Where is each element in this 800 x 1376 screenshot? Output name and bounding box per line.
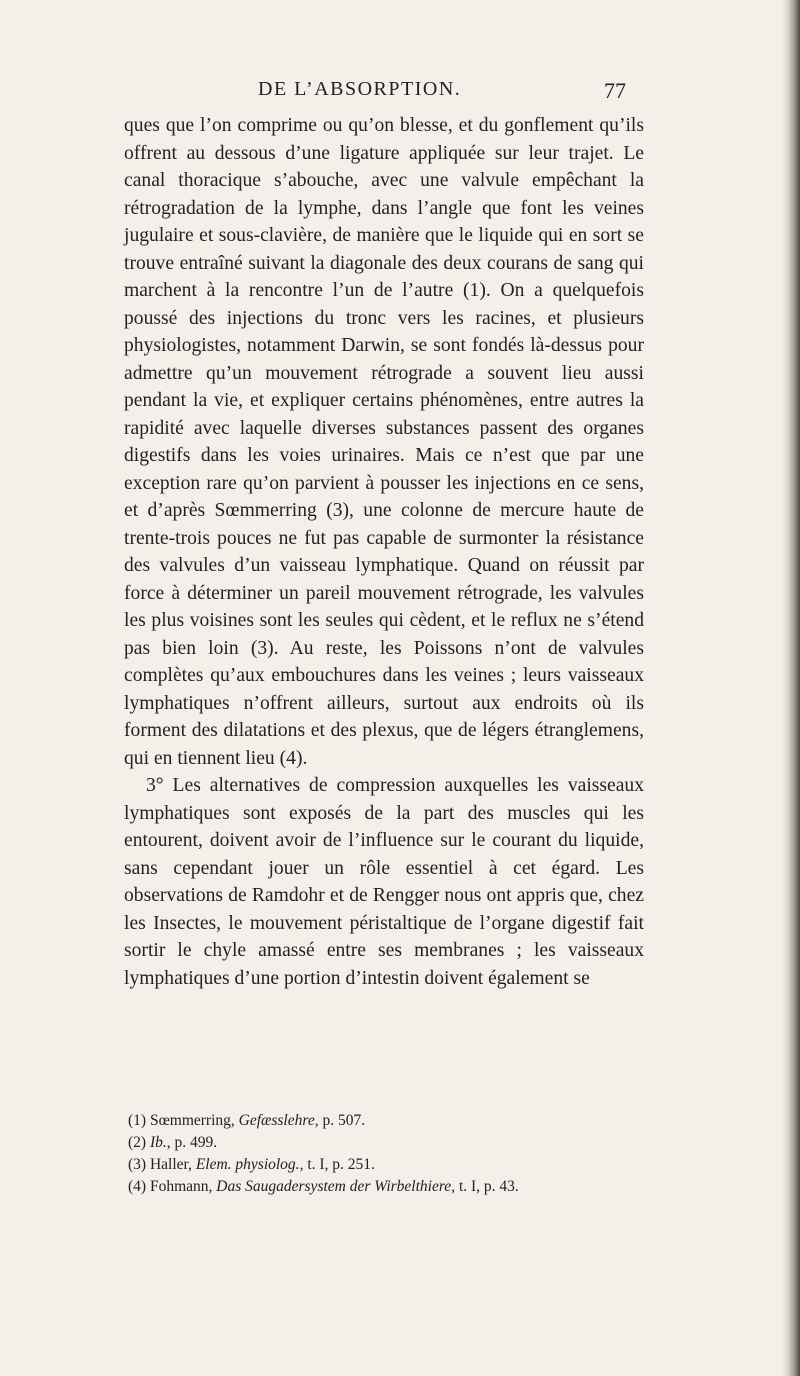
footnote-author: Sœmmerring, bbox=[149, 1112, 239, 1129]
footnote-work: Ib. bbox=[149, 1134, 167, 1151]
footnote-2 bbox=[128, 1132, 688, 1154]
footnote-author: Haller, bbox=[149, 1156, 196, 1173]
footnote-ref: , t. I, p. 251. bbox=[299, 1156, 375, 1173]
footnote-1 bbox=[128, 1110, 688, 1132]
footnote-3 bbox=[128, 1154, 688, 1176]
footnote-mark: (2) bbox=[128, 1134, 147, 1151]
footnote-work: Gefæsslehre bbox=[238, 1112, 315, 1129]
footnote-author: Fohmann, bbox=[149, 1178, 217, 1195]
footnote-ref: , p. 499. bbox=[166, 1134, 218, 1151]
footnote-ref: , t. I, p. 43. bbox=[451, 1178, 519, 1195]
footnote-work: Elem. physiolog. bbox=[195, 1156, 300, 1173]
running-title: DE L’ABSORPTION. bbox=[258, 78, 462, 100]
main-text bbox=[124, 112, 644, 992]
footnotes bbox=[128, 1110, 688, 1198]
footnote-mark: (4) bbox=[128, 1178, 147, 1195]
page-header bbox=[0, 78, 800, 108]
book-spine-shadow bbox=[782, 0, 800, 1376]
paragraph-1: ques que l’on comprime ou qu’on blesse, et du gonflement qu’ils offrent au dessous d’une ligature appliquée sur leur trajet. Le canal thoracique s’abouche, avec une valvule empêchant la rétrogradation de la lymphe, dans l’angle que font les veines jugulaire et sous-clavière, de manière que le liquide qui en sort se trouve entraîné suivant la diagonale des deux courans de sang qui marchent à la rencontre l’un de l’autre (1). On a quelquefois poussé des injections du tronc vers les racines, et plusieurs physiologistes, notamment Darwin, se sont fondés là-dessus pour admettre qu’un mouvement rétrograde a souvent lieu aussi pendant la vie, et expliquer certains phénomènes, entre autres la rapidité avec laquelle diverses substances passent des organes digestifs dans les voies urinaires. Mais ce n’est que par une exception rare qu’on parvient à pousser les injections en ce sens, et d’après Sœmmerring (3), une colonne de mercure haute de trente-trois pouces ne fut pas capable de surmonter la résistance des valvules d’un vaisseau lymphatique. Quand on réussit par force à déterminer un pareil mouvement rétrograde, les valvules les plus voisines sont les seules qui cèdent, et le reflux ne s’étend pas bien loin (3). Au reste, les Poissons n’ont de valvules complètes qu’aux embouchures dans les veines ; leurs vaisseaux lymphatiques n’offrent ailleurs, surtout aux endroits où ils forment des dilatations et des plexus, que de légers étranglemens, qui en tiennent lieu (4). bbox=[124, 115, 644, 769]
footnote-ref: , p. 507. bbox=[314, 1112, 366, 1129]
footnote-mark: (1) bbox=[128, 1112, 147, 1129]
footnote-work: Das Saugadersystem der Wirbelthiere bbox=[216, 1178, 452, 1195]
footnote-4 bbox=[128, 1176, 688, 1198]
footnote-mark: (3) bbox=[128, 1156, 147, 1173]
paragraph-2: 3° Les alternatives de compression auxquelles les vaisseaux lymphatiques sont exposés de la part des muscles qui les entourent, doivent avoir de l’influence sur le courant du liquide, sans cependant jouer un rôle essentiel à cet égard. Les observations de Ramdohr et de Rengger nous ont appris que, chez les Insectes, le mouvement péristaltique de l’organe digestif fait sortir le chyle amassé entre ses membranes ; les vaisseaux lymphatiques d’une portion d’intestin doivent également se bbox=[124, 775, 644, 989]
page-number: 77 bbox=[604, 78, 626, 103]
